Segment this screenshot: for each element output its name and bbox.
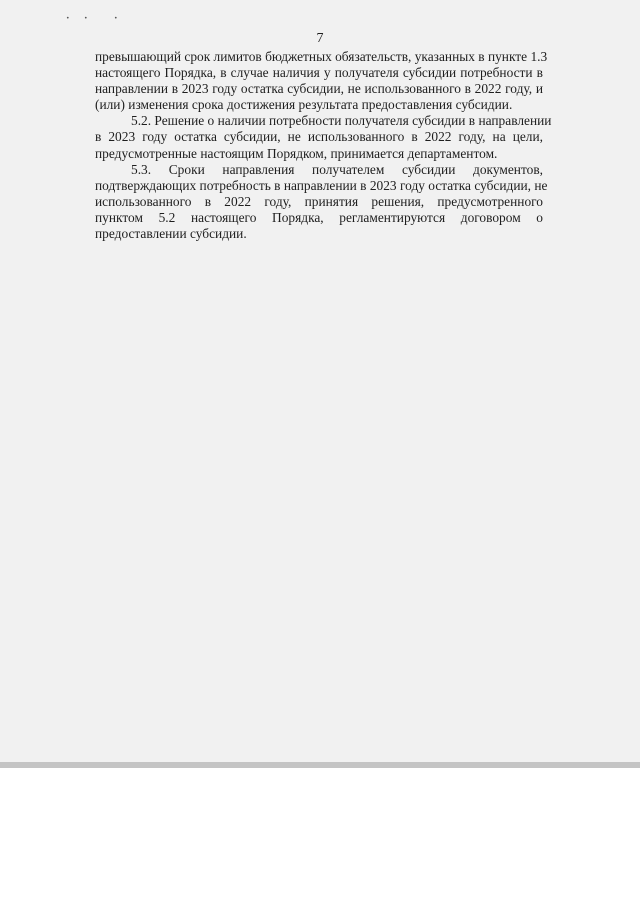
paragraph-continuation [95, 49, 548, 113]
text-line: направлении в 2023 году остатка субсидии, не использованного в 2022 году, и [95, 81, 543, 97]
text-line: 5.3. Сроки направления получателем субсидии документов, [131, 161, 543, 177]
text-line: настоящего Порядка, в случае наличия у получателя субсидии потребности в [95, 65, 543, 81]
text-line: 5.2. Решение о наличии потребности получателя субсидии в направлении [131, 113, 552, 129]
page-number: 7 [316, 31, 324, 46]
text-line: в 2023 году остатка субсидии, не использованного в 2022 году, на цели, [95, 129, 543, 145]
scan-speck: • [84, 15, 88, 22]
text-line: предусмотренные настоящим Порядком, принимается департаментом. [95, 145, 498, 161]
text-line: подтверждающих потребность в направлении в 2023 году остатка субсидии, не [95, 177, 548, 193]
text-line: использованного в 2022 году, принятия решения, предусмотренного [95, 193, 543, 209]
scan-speck: • [114, 15, 118, 22]
scan-speck: • [66, 15, 70, 22]
text-line: предоставлении субсидии. [95, 226, 247, 242]
document-body [95, 49, 552, 242]
text-line: превышающий срок лимитов бюджетных обязательств, указанных в пункте 1.3 [95, 49, 548, 64]
text-line: (или) изменения срока достижения результата предоставления субсидии. [95, 97, 513, 113]
text-line: пунктом 5.2 настоящего Порядка, регламентируются договором о [95, 209, 543, 225]
paragraph-5-3 [95, 161, 548, 242]
paragraph-5-2 [95, 113, 552, 161]
